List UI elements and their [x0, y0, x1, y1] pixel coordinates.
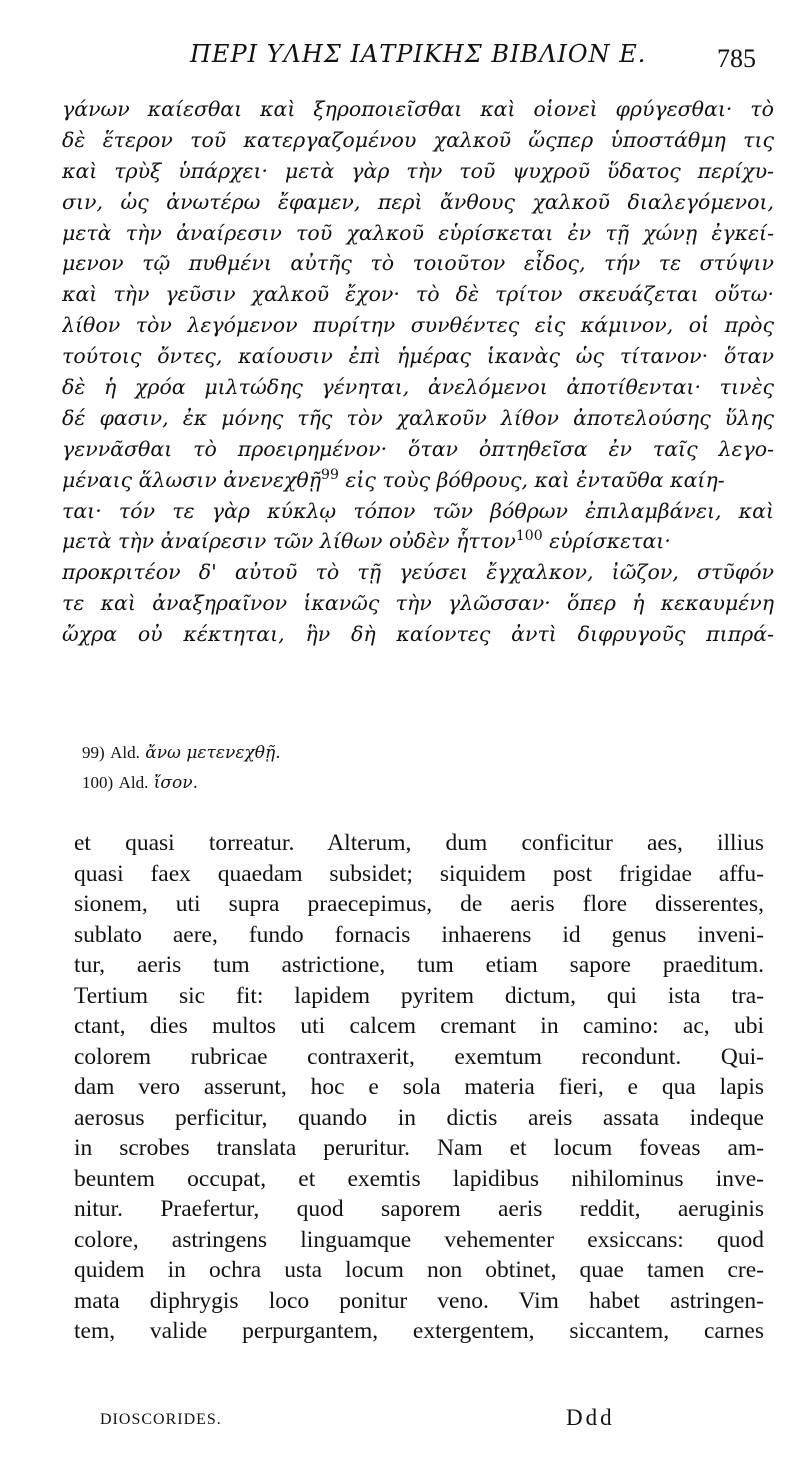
greek-line: καὶ τὴν γεῦσιν χαλκοῦ ἔχον· τὸ δὲ τρίτον σκευάζεται οὕτω·	[62, 282, 774, 307]
greek-line: σιν, ὡς ἀνωτέρω ἔφαμεν, περὶ ἄνθους χαλκοῦ διαλεγόμενοι,	[62, 189, 774, 214]
signature-mark: DIOSCORIDES.	[100, 1411, 222, 1428]
greek-line	[62, 526, 774, 557]
latin-line: in scrobes translata peruritur. Nam et locum foveas am-	[74, 1135, 764, 1161]
greek-line-text: μετὰ τὴν ἀναίρεσιν τῶν λίθων οὐδὲν ἧττον	[62, 529, 516, 554]
footnote-ref: 99)	[82, 743, 105, 762]
latin-line: quidem in ochra usta locum non obtinet, quae tamen cre-	[74, 1257, 764, 1283]
greek-line: δὲ ἡ χρόα μιλτώδης γένηται, ἀνελόμενοι ἀποτίθενται· τινὲς	[62, 375, 774, 400]
greek-line-text: μέναις ἅλωσιν ἀνενεχθῇ	[62, 467, 322, 492]
greek-line: δὲ ἕτερον τοῦ κατεργαζομένου χαλκοῦ ὥςπερ ὑποστάθμη τις	[62, 127, 774, 152]
latin-line: tur, aeris tum astrictione, tum etiam sapore praeditum.	[74, 952, 764, 978]
footnote-source: Ald.	[110, 743, 140, 762]
latin-line: aerosus perficitur, quando in dictis areis assata indeque	[74, 1104, 764, 1131]
footnote-source: Ald.	[118, 773, 149, 792]
running-title: ΠΕΡΙ ΥΛΗΣ ΙΑΤΡΙΚΗΣ ΒΙΒΛΙΟΝ Ε.	[190, 40, 647, 68]
greek-line-text: εὑρίσκεται·	[542, 529, 671, 554]
greek-line	[62, 465, 774, 496]
greek-line: μενον τῷ πυθμένι αὐτῆς τὸ τοιοῦτον εἶδος, τήν τε στύψιν	[62, 251, 774, 276]
latin-line: nitur. Praefertur, quod saporem aeris reddit, aeruginis	[74, 1196, 764, 1222]
footnote-text: ἴσον.	[153, 773, 198, 793]
latin-line: sublato aere, fundo fornacis inhaerens id genus inveni-	[74, 921, 764, 948]
latin-line: colorem rubricae contraxerit, exemtum recondunt. Qui-	[74, 1043, 764, 1070]
latin-line: quasi faex quaedam subsidet; siquidem post frigidae affu-	[74, 860, 764, 887]
greek-line: γεννᾶσθαι τὸ προειρημένον· ὅταν ὀπτηθεῖσα ἐν ταῖς λεγο-	[62, 436, 774, 461]
greek-line: δέ φασιν, ἐκ μόνης τῆς τὸν χαλκοῦν λίθον ἀποτελούσης ὕλης	[62, 405, 774, 430]
footnotes	[82, 738, 682, 798]
latin-line: ctant, dies multos uti calcem cremant in camino: ac, ubi	[74, 1013, 764, 1039]
latin-line: colore, astringens linguamque vehementer exsiccans: quod	[74, 1226, 764, 1253]
page-header	[0, 32, 800, 82]
footnote-marker: 100	[515, 528, 543, 545]
greek-line: γάνων καίεσθαι καὶ ξηροποιεῖσθαι καὶ οἱονεὶ φρύγεσθαι· τὸ	[62, 97, 774, 121]
footnote	[82, 768, 682, 798]
footnote-ref: 100)	[82, 773, 114, 792]
latin-line: mata diphrygis loco ponitur veno. Vim habet astringen-	[74, 1287, 764, 1314]
greek-line: λίθον τὸν λεγόμενον πυρίτην συνθέντες εἰς κάμινον, οἱ πρὸς	[62, 313, 774, 338]
latin-line: tem, valide perpurgantem, extergentem, siccantem, carnes	[74, 1318, 764, 1344]
greek-line: προκριτέον δ' αὐτοῦ τὸ τῇ γεύσει ἔγχαλκον, ἰῶζον, στῦφόν	[62, 560, 774, 585]
greek-line: καὶ τρὺξ ὑπάρχει· μετὰ γὰρ τὴν τοῦ ψυχροῦ ὕδατος περίχυ-	[62, 158, 774, 183]
greek-line-text: εἰς τοὺς βόθρους, καὶ ἐνταῦθα καίη-	[338, 467, 725, 492]
footnote	[82, 738, 682, 768]
greek-text-block	[62, 94, 774, 650]
latin-line: sionem, uti supra praecepimus, de aeris flore disserentes,	[74, 891, 764, 917]
latin-line: Tertium sic fit: lapidem pyritem dictum, qui ista tra-	[74, 982, 764, 1009]
greek-line: τούτοις ὄντες, καίουσιν ἐπὶ ἡμέρας ἱκανὰς ὡς τίτανον· ὅταν	[62, 344, 774, 369]
sheet-mark: Ddd	[566, 1405, 615, 1430]
page-footer	[0, 1405, 800, 1441]
latin-line: et quasi torreatur. Alterum, dum conficitur aes, illius	[74, 830, 764, 856]
greek-line: ὤχρα οὐ κέκτηται, ἣν δὴ καίοντες ἀντὶ διφρυγοῦς πιπρά-	[62, 622, 774, 647]
greek-line: τε καὶ ἀναξηραῖνον ἱκανῶς τὴν γλῶσσαν· ὅπερ ἡ κεκαυμένη	[62, 591, 774, 616]
latin-line: dam vero asserunt, hoc e sola materia fieri, e qua lapis	[74, 1074, 764, 1100]
page-number: 785	[717, 44, 756, 73]
greek-line: ται· τόν τε γὰρ κύκλῳ τόπον τῶν βόθρων ἐπιλαμβάνει, καὶ	[62, 498, 774, 523]
greek-line: μετὰ τὴν ἀναίρεσιν τοῦ χαλκοῦ εὑρίσκεται ἐν τῇ χώνῃ ἐγκεί-	[62, 220, 774, 245]
footnote-text: ἄνω μετενεχθῇ.	[145, 743, 281, 763]
latin-line: beuntem occupat, et exemtis lapidibus nihilominus inve-	[74, 1165, 764, 1192]
footnote-marker: 99	[321, 466, 339, 483]
latin-text-block	[74, 828, 764, 1347]
